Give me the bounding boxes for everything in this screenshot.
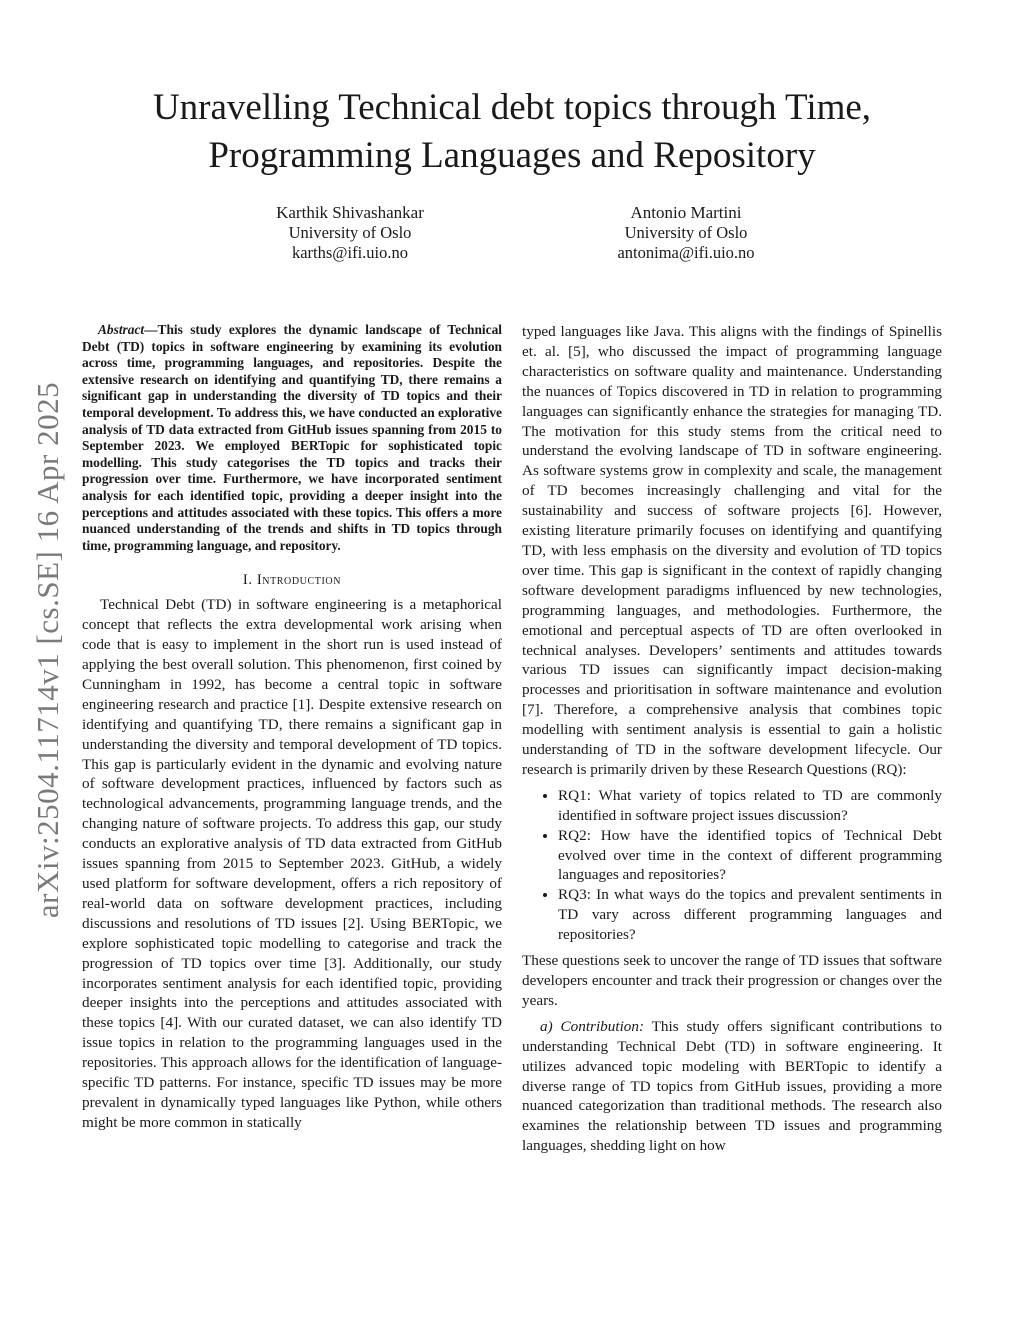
section-title: Introduction <box>256 572 342 589</box>
arxiv-identifier-stamp: arXiv:2504.11714v1 [cs.SE] 16 Apr 2025 <box>30 381 65 919</box>
section-heading-introduction <box>82 572 502 589</box>
intro-paragraph-continued: typed languages like Java. This aligns with the findings of Spinellis et. al. [5], who discussed the impact of programming language characteristics on software quality and maintenance. Understanding the nuances of Topics discovered in TD in relation to programming languages can significantly enhance the strategies for managing TD. The motivation for this study stems from the critical need to understand the evolving landscape of TD in software engineering. As software systems grow in complexity and scale, the management of TD becomes increasingly challenging and vital for the sustainability and success of software projects [6]. However, existing literature primarily focuses on identifying and quantifying TD, with less emphasis on the diversity and evolution of TD topics over time. This gap is significant in the context of rapidly changing software development paradigms influenced by new technologies, programming languages, and methodologies. Furthermore, the emotional and perceptual aspects of TD are often overlooked in technical analyses. Developers’ sentiments and attitudes towards various TD issues can significantly impact decision-making processes and prioritisation in software maintenance and evolution [7]. Therefore, a comprehensive analysis that combines topic modelling with sentiment analysis is essential to gain a holistic understanding of TD in the software development lifecycle. Our research is primarily driven by these Research Questions (RQ): <box>522 323 942 778</box>
author-email: antonima@ifi.uio.no <box>617 243 755 262</box>
right-column <box>522 322 942 1156</box>
author-block-1 <box>200 203 500 263</box>
research-question-list <box>522 786 942 945</box>
abstract-label: Abstract <box>98 322 145 337</box>
author-email: karths@ifi.uio.no <box>291 243 408 262</box>
contribution-text: This study offers significant contributions to understanding Technical Debt (TD) in software engineering. It utilizes advanced topic modeling with BERTopic to identify a diverse range of TD topics from GitHub issues, providing a more nuanced categorization than traditional methods. The research also examines the relationship between TD issues and programming languages, shedding light on how <box>522 1017 942 1155</box>
author-name: Antonio Martini <box>630 203 742 222</box>
contribution-paragraph <box>522 1017 942 1156</box>
author-block-2 <box>536 203 836 263</box>
author-name: Karthik Shivashankar <box>276 203 424 222</box>
abstract: Abstract—This study explores the dynamic landscape of Technical Debt (TD) topics in software engineering by examining its evolution across time, programming languages, and repositories. Despite the extensive research on identifying and quantifying TD, there remains a significant gap in understanding the diversity of TD topics and their temporal development. To address this, we have conducted an explorative analysis of TD data extracted from GitHub issues spanning from 2015 to September 2023. We employed BERTopic for sophisticated topic modelling. This study categorises the TD topics and tracks their progression over time. Furthermore, we have incorporated sentiment analysis for each identified topic, providing a deeper insight into the perceptions and attitudes associated with these topics. This offers a more nuanced understanding of the trends and shifts in TD topics through time, programming language, and repository. <box>82 322 502 553</box>
section-number: I. <box>242 572 253 589</box>
research-question-item: • RQ3: In what ways do the topics and prevalent sentiments in TD vary across different programming languages and repositories? <box>558 885 942 945</box>
research-question-item: • RQ2: How have the identified topics of Technical Debt evolved over time in the context of different programming languages and repositories? <box>558 826 942 886</box>
intro-paragraph: Technical Debt (TD) in software engineering is a metaphorical concept that reflects the extra developmental work arising when code that is easy to implement in the short run is used instead of applying the best overall solution. This phenomenon, first coined by Cunningham in 1992, has become a central topic in software engineering research and practice [1]. Despite extensive research on identifying and quantifying TD, there remains a significant gap in understanding the diversity and temporal development of TD topics. This gap is particularly evident in the dynamic and evolving nature of software development practices, influenced by factors such as technological advancements, programming language trends, and the changing nature of software projects. To address this gap, our study conducts an explorative analysis of TD data extracted from GitHub issues spanning from 2015 to September 2023. GitHub, a widely used platform for software development, offers a rich repository of real-world data on software development practices, including discussions and resolutions of TD issues [2]. Using BERTopic, we explore sophisticated topic modelling to categorise and track the progression of TD topics over time [3]. Additionally, our study incorporates sentiment analysis for each identified topic, providing deeper insights into the perceptions and attitudes associated with these topics [4]. With our curated dataset, we can also identify TD issue topics in relation to the programming languages used in the repositories. This approach allows for the identification of language-specific TD patterns. For instance, specific TD issues may be more prevalent in dynamically typed languages like Python, while others might be more common in statically <box>82 596 502 1131</box>
left-column <box>82 322 502 1133</box>
author-affiliation: University of Oslo <box>288 223 412 242</box>
research-question-item: • RQ1: What variety of topics related to TD are commonly identified in software project issues discussion? <box>558 786 942 826</box>
paper-title: Unravelling Technical debt topics through Time, Programming Languages and Repository <box>152 87 872 176</box>
abstract-text: This study explores the dynamic landscape of Technical Debt (TD) topics in software engineering by examining its evolution across time, programming languages, and repositories. Despite the extensive research on identifying and quantifying TD, there remains a significant gap in understanding the diversity of TD topics and their temporal development. To address this, we have conducted an explorative analysis of TD data extracted from GitHub issues spanning from 2015 to September 2023. We employed BERTopic for sophisticated topic modelling. This study categorises the TD topics and tracks their progression over time. Furthermore, we have incorporated sentiment analysis for each identified topic, providing a deeper insight into the perceptions and attitudes associated with these topics. This offers a more nuanced understanding of the trends and shifts in TD topics through time, programming language, and repository. <box>82 322 502 553</box>
questions-followup-paragraph: These questions seek to uncover the range of TD issues that software developers encounter and track their progression or changes over the years. <box>522 952 942 1009</box>
contribution-label: a) Contribution: <box>540 1017 645 1035</box>
author-affiliation: University of Oslo <box>624 223 748 242</box>
